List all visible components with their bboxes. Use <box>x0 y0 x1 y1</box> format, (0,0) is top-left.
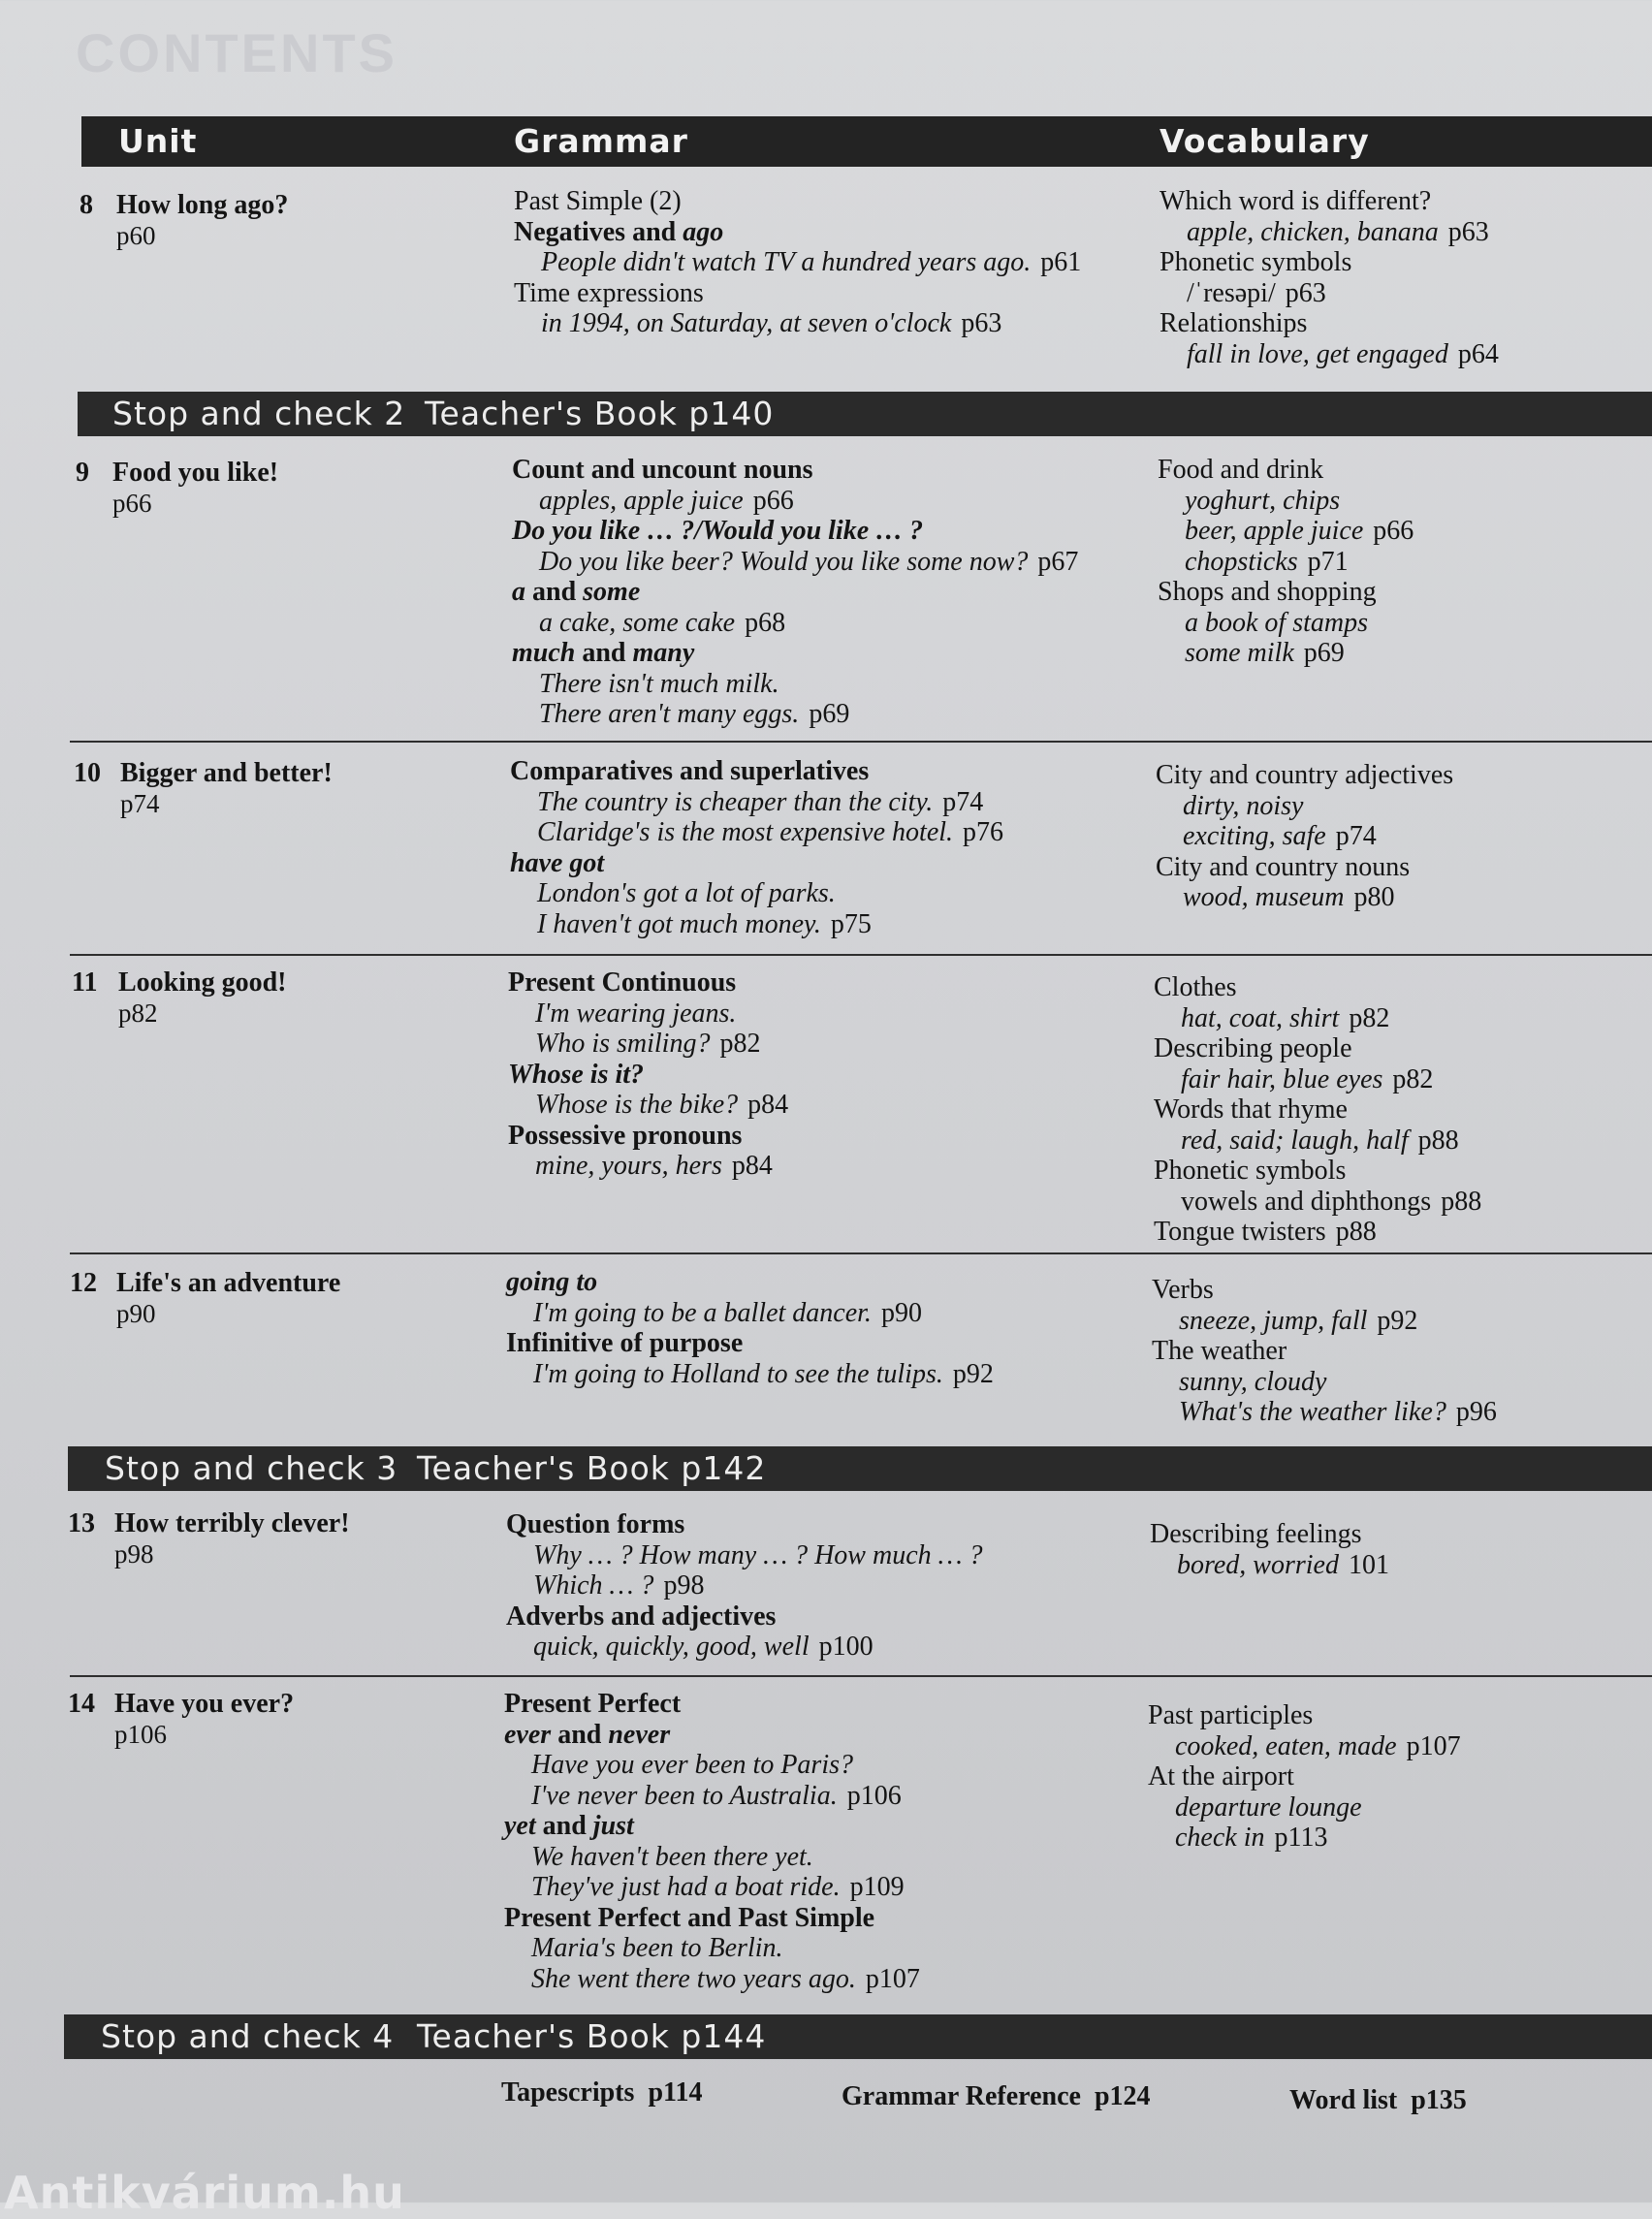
vocabulary-line: Phonetic symbols <box>1154 1156 1347 1186</box>
unit-number: 12 <box>70 1268 97 1298</box>
vocabulary-line: Past participles <box>1148 1700 1314 1730</box>
vocabulary-line: some milk p69 <box>1185 638 1345 668</box>
header-unit: Unit <box>118 122 198 160</box>
vocabulary-line: sunny, cloudy <box>1179 1366 1327 1397</box>
grammar-line: Possessive pronouns <box>508 1120 743 1151</box>
page-reference: p107 <box>865 1963 920 1994</box>
vocabulary-line: fall in love, get engaged p64 <box>1187 338 1499 369</box>
unit-title: Life's an adventure <box>116 1268 341 1298</box>
grammar-line: She went there two years ago. p107 <box>531 1963 920 1994</box>
grammar-line: much and many <box>512 638 695 668</box>
vocabulary-line: Shops and shopping <box>1158 577 1377 607</box>
teacher-book-ref: Teacher's Book p144 <box>417 2017 767 2055</box>
unit-title: How long ago? <box>116 190 289 220</box>
vocabulary-line: dirty, noisy <box>1183 790 1304 821</box>
page-reference: p109 <box>849 1872 905 1902</box>
unit-page: p74 <box>120 789 160 818</box>
grammar-line: There isn't much milk. <box>539 668 779 699</box>
vocabulary-line: hat, coat, shirt p82 <box>1181 1002 1390 1033</box>
vocabulary-cell <box>1158 455 1414 669</box>
vocabulary-line: wood, museum p80 <box>1183 882 1395 912</box>
vocabulary-line: Words that rhyme <box>1154 1094 1348 1125</box>
vocabulary-line: The weather <box>1152 1336 1287 1366</box>
page-reference: p66 <box>1373 516 1414 546</box>
vocabulary-line: red, said; laugh, half p88 <box>1181 1125 1459 1156</box>
page-reference: p84 <box>731 1151 773 1181</box>
row-divider <box>70 1675 1652 1677</box>
vocabulary-line: cooked, eaten, made p107 <box>1175 1730 1461 1761</box>
grammar-line: have got <box>510 847 605 878</box>
grammar-cell <box>512 455 1078 730</box>
grammar-line: I'm going to Holland to see the tulips. p92 <box>533 1358 994 1389</box>
grammar-line: We haven't been there yet. <box>531 1841 813 1872</box>
page-reference: p67 <box>1037 546 1079 577</box>
unit-number: 11 <box>72 967 98 998</box>
grammar-line: Present Continuous <box>508 967 737 998</box>
vocabulary-line: yoghurt, chips <box>1185 485 1341 516</box>
unit-title: Have you ever? <box>114 1689 295 1719</box>
grammar-cell <box>508 967 788 1182</box>
page-reference: p107 <box>1406 1730 1461 1761</box>
unit-title: How terribly clever! <box>114 1508 350 1538</box>
vocabulary-line: sneeze, jump, fall p92 <box>1179 1305 1418 1336</box>
grammar-line: People didn't watch TV a hundred years ago. p61 <box>541 247 1082 277</box>
vocabulary-line: exciting, safe p74 <box>1183 821 1377 851</box>
grammar-line: Past Simple (2) <box>514 186 682 216</box>
grammar-cell <box>506 1267 994 1389</box>
vocabulary-line: Describing feelings <box>1150 1519 1362 1549</box>
footer-word-list: Word list p135 <box>1289 2085 1467 2115</box>
grammar-line: Who is smiling? p82 <box>535 1029 761 1059</box>
stop-and-check-bar <box>68 1446 1652 1491</box>
grammar-line: London's got a lot of parks. <box>537 878 836 908</box>
page-reference: p69 <box>809 699 850 729</box>
grammar-line: Time expressions <box>514 277 704 308</box>
page-reference: p63 <box>1285 277 1326 308</box>
unit-number: 10 <box>74 758 101 788</box>
grammar-line: Which … ? p98 <box>533 1570 705 1601</box>
grammar-line: a and some <box>512 577 641 607</box>
page-reference: p113 <box>1274 1823 1328 1853</box>
vocabulary-line: chopsticks p71 <box>1185 546 1349 577</box>
page-reference: p82 <box>719 1029 761 1059</box>
grammar-line: quick, quickly, good, well p100 <box>533 1632 874 1662</box>
grammar-line: Maria's been to Berlin. <box>531 1933 783 1963</box>
grammar-line: in 1994, on Saturday, at seven o'clock p63 <box>541 308 1002 338</box>
page-reference: p74 <box>1335 821 1377 851</box>
unit-page: p90 <box>116 1299 156 1328</box>
unit-number: 13 <box>68 1508 95 1538</box>
page-reference: p75 <box>830 908 872 939</box>
unit-title: Looking good! <box>118 967 287 998</box>
vocabulary-line: a book of stamps <box>1185 607 1368 638</box>
grammar-line: Comparatives and superlatives <box>510 756 870 786</box>
vocabulary-cell <box>1150 1519 1389 1580</box>
page-reference: p61 <box>1040 247 1082 277</box>
vocabulary-line: Tongue twisters p88 <box>1154 1217 1377 1247</box>
grammar-line: Have you ever been to Paris? <box>531 1750 853 1780</box>
footer-tapescripts: Tapescripts p114 <box>501 2077 703 2108</box>
header-grammar: Grammar <box>514 122 688 160</box>
page-reference: p88 <box>1417 1125 1459 1156</box>
page-reference: p88 <box>1441 1186 1482 1217</box>
page-reference: p92 <box>1377 1305 1418 1336</box>
stop-label: Stop and check 2 <box>112 395 406 432</box>
column-header-bar <box>81 116 1652 167</box>
grammar-line: Do you like … ?/Would you like … ? <box>512 516 924 546</box>
grammar-line: They've just had a boat ride. p109 <box>531 1872 905 1902</box>
page-reference: p74 <box>942 786 984 817</box>
unit-page: p106 <box>114 1720 167 1749</box>
vocabulary-cell <box>1152 1275 1497 1428</box>
grammar-line: going to <box>506 1267 598 1297</box>
page-reference: p76 <box>963 817 1004 847</box>
page-reference: p84 <box>747 1090 789 1120</box>
page-reference: p66 <box>752 485 794 516</box>
vocabulary-cell <box>1154 972 1481 1248</box>
row-divider <box>70 954 1652 956</box>
page-reference: p100 <box>818 1632 874 1662</box>
stop-and-check-bar <box>78 392 1652 436</box>
page-title: CONTENTS <box>76 22 397 83</box>
vocabulary-line: fair hair, blue eyes p82 <box>1181 1063 1434 1094</box>
vocabulary-line: departure lounge <box>1175 1791 1362 1823</box>
grammar-line: Whose is the bike? p84 <box>535 1090 789 1120</box>
grammar-line: mine, yours, hers p84 <box>535 1151 773 1181</box>
page-reference: p63 <box>961 308 1002 338</box>
grammar-line: Negatives and ago <box>514 216 724 247</box>
grammar-line: The country is cheaper than the city. p74 <box>537 786 984 817</box>
vocabulary-line: Verbs <box>1152 1275 1214 1305</box>
grammar-cell <box>506 1509 983 1663</box>
page-reference: p63 <box>1447 216 1489 247</box>
grammar-line: Present Perfect <box>504 1689 682 1719</box>
page-reference: p69 <box>1303 638 1345 668</box>
grammar-line: Infinitive of purpose <box>506 1328 744 1358</box>
grammar-line: Count and uncount nouns <box>512 455 813 485</box>
vocabulary-line: Describing people <box>1154 1033 1352 1063</box>
footer-grammar-reference: Grammar Reference p124 <box>842 2081 1151 2111</box>
teacher-book-ref: Teacher's Book p142 <box>417 1449 767 1487</box>
unit-number: 8 <box>79 190 93 220</box>
grammar-line: Claridge's is the most expensive hotel. p76 <box>537 817 1004 847</box>
grammar-line: I'm wearing jeans. <box>535 998 737 1029</box>
vocabulary-line: check in p113 <box>1175 1823 1328 1853</box>
grammar-line: apples, apple juice p66 <box>539 485 794 516</box>
vocabulary-line: At the airport <box>1148 1761 1294 1791</box>
page-reference: p88 <box>1335 1217 1377 1247</box>
page-reference: p82 <box>1392 1063 1434 1094</box>
vocabulary-line: /ˈresəpi/ p63 <box>1187 277 1326 308</box>
vocabulary-line: Clothes <box>1154 972 1237 1002</box>
vocabulary-cell <box>1156 760 1453 913</box>
unit-page: p82 <box>118 999 158 1028</box>
grammar-cell <box>504 1689 920 1994</box>
vocabulary-line: bored, worried 101 <box>1177 1549 1389 1580</box>
grammar-line: Adverbs and adjectives <box>506 1601 777 1632</box>
grammar-cell <box>510 756 1003 939</box>
stop-label: Stop and check 4 <box>101 2017 395 2055</box>
grammar-line: Question forms <box>506 1509 685 1539</box>
unit-page: p66 <box>112 489 152 518</box>
vocabulary-line: What's the weather like? p96 <box>1179 1397 1497 1427</box>
vocabulary-cell <box>1148 1700 1461 1854</box>
grammar-line: There aren't many eggs. p69 <box>539 699 850 729</box>
page-reference: p64 <box>1457 338 1499 369</box>
page-reference: p90 <box>880 1297 922 1328</box>
stop-label: Stop and check 3 <box>105 1449 398 1487</box>
grammar-line: Whose is it? <box>508 1059 645 1090</box>
stop-and-check-bar <box>64 2014 1652 2059</box>
grammar-cell <box>514 186 1081 339</box>
grammar-line: I haven't got much money. p75 <box>537 908 872 939</box>
vocabulary-line: City and country nouns <box>1156 851 1411 882</box>
page-reference: p106 <box>846 1780 902 1811</box>
vocabulary-line: beer, apple juice p66 <box>1185 516 1414 546</box>
unit-number: 9 <box>76 458 89 488</box>
page-reference: p80 <box>1353 882 1395 912</box>
page-reference: 101 <box>1348 1549 1389 1580</box>
grammar-line: Do you like beer? Would you like some now? p67 <box>539 546 1079 577</box>
header-vocabulary: Vocabulary <box>1160 122 1370 160</box>
unit-page: p60 <box>116 221 156 250</box>
vocabulary-line: apple, chicken, banana p63 <box>1187 216 1489 247</box>
unit-page: p98 <box>114 1539 154 1569</box>
row-divider <box>70 1252 1652 1254</box>
vocabulary-line: Relationships <box>1160 308 1308 338</box>
vocabulary-line: vowels and diphthongs p88 <box>1181 1186 1482 1217</box>
unit-title: Food you like! <box>112 458 279 488</box>
vocabulary-cell <box>1160 186 1499 369</box>
grammar-line: yet and just <box>504 1811 634 1841</box>
page-reference: p96 <box>1455 1397 1497 1427</box>
row-divider <box>70 741 1652 743</box>
vocabulary-line: Which word is different? <box>1160 186 1432 216</box>
vocabulary-line: Phonetic symbols <box>1160 247 1352 277</box>
page-reference: p98 <box>663 1570 705 1601</box>
grammar-line: Present Perfect and Past Simple <box>504 1902 875 1933</box>
page-reference: p71 <box>1307 546 1349 577</box>
unit-title: Bigger and better! <box>120 758 333 788</box>
vocabulary-line: City and country adjectives <box>1156 760 1454 790</box>
page-reference: p82 <box>1349 1002 1390 1033</box>
grammar-line: I've never been to Australia. p106 <box>531 1780 902 1811</box>
unit-number: 14 <box>68 1689 95 1719</box>
grammar-line: Why … ? How many … ? How much … ? <box>533 1539 983 1570</box>
page-reference: p68 <box>745 607 786 638</box>
grammar-line: I'm going to be a ballet dancer. p90 <box>533 1297 922 1328</box>
teacher-book-ref: Teacher's Book p140 <box>425 395 775 432</box>
page-reference: p92 <box>952 1358 994 1389</box>
watermark-text: Antikvárium.hu <box>4 2167 405 2219</box>
grammar-line: a cake, some cake p68 <box>539 607 786 638</box>
grammar-line: ever and never <box>504 1719 671 1750</box>
vocabulary-line: Food and drink <box>1158 455 1324 485</box>
